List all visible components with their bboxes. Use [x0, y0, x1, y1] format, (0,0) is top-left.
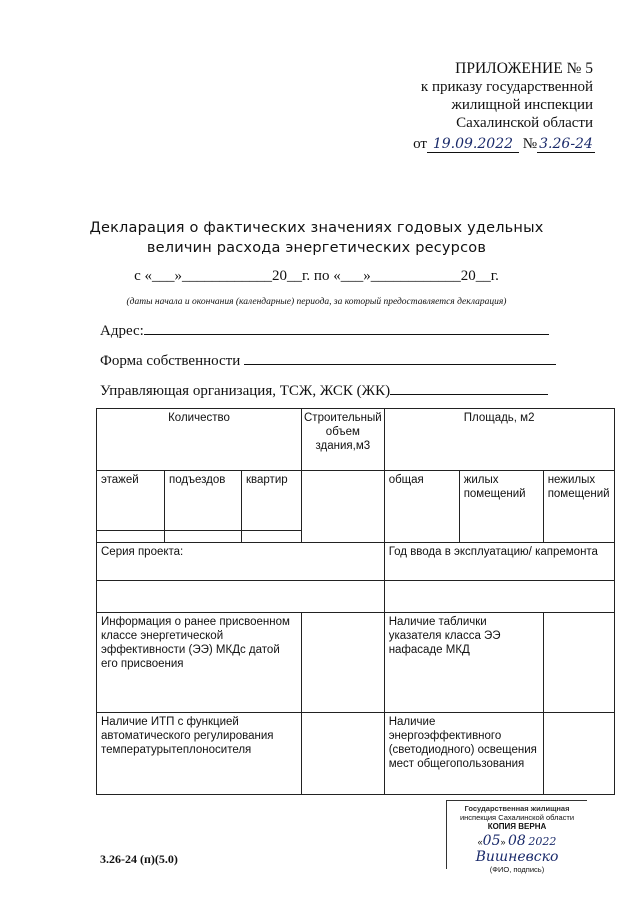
date-prefix: от: [413, 136, 427, 152]
stamp-caption: (ФИО, подпись): [489, 865, 545, 874]
appendix-line-4: Сахалинской области: [456, 115, 593, 131]
management-field: [100, 382, 548, 400]
stamp-date: «05» 08 2022: [477, 833, 557, 849]
lighting-label: Наличие энергоэффективного (светодиодного) освещения мест общегопользования: [384, 713, 543, 795]
declaration-title-line-1: Декларация о фактических значениях годовых удельных: [89, 220, 544, 236]
stamp-line-2: инспекция Сахалинской области: [459, 813, 575, 822]
appendix-line-3: жилищной инспекции: [451, 97, 593, 113]
stamp-line-3: КОПИЯ ВЕРНА: [487, 822, 547, 831]
appendix-title: ПРИЛОЖЕНИЕ № 5: [455, 60, 593, 77]
itp-value-cell: [302, 713, 385, 795]
form-code: 3.26-24 (п)(5.0): [100, 852, 178, 866]
volume-header: Строительный объем здания,м3: [302, 409, 385, 471]
order-number-handwritten: 3.26-24: [537, 136, 595, 153]
ee-plate-label: Наличие таблички указателя класса ЭЭ нафасаде МКД: [384, 613, 543, 713]
ownership-field: [100, 352, 556, 370]
entrances-header: подъездов: [165, 471, 242, 531]
area-header: Площадь, м2: [384, 409, 614, 471]
stamp-date-month: 08: [508, 833, 526, 849]
volume-value-cell: [302, 471, 385, 543]
commission-year-value-cell: [384, 581, 614, 613]
floors-value-cell: [97, 531, 165, 543]
certified-copy-stamp: [446, 800, 587, 874]
declaration-title-line-2: величин расхода энергетических ресурсов: [146, 240, 487, 256]
order-date-line: [413, 136, 595, 153]
order-date-handwritten: 19.09.2022: [427, 136, 519, 153]
period-note: (даты начала и окончания (календарные) периода, за который предоставляется декларация): [126, 297, 507, 307]
ee-plate-value-cell: [543, 613, 614, 713]
floors-header: этажей: [97, 471, 165, 531]
address-label: Адрес:: [100, 323, 144, 339]
itp-label: Наличие ИТП с функцией автоматического регулирования температурытеплоносителя: [97, 713, 302, 795]
commission-year-label: Год ввода в эксплуатацию/ капремонта: [384, 543, 614, 581]
management-label: Управляющая организация, ТСЖ, ЖСК (ЖК): [100, 383, 391, 399]
series-label: Серия проекта:: [97, 543, 385, 581]
ee-info-label: Информация о ранее присвоенном классе энергетической эффективности (ЭЭ) МКДс датой его присвоения: [97, 613, 302, 713]
appendix-line-2: к приказу государственной: [420, 79, 593, 95]
declaration-title: [0, 218, 633, 258]
ee-info-value-cell: [302, 613, 385, 713]
building-data-table: [96, 408, 615, 795]
stamp-date-year: 2022: [528, 835, 557, 848]
ownership-label: Форма собственности: [100, 353, 241, 369]
nonresidential-area-header: нежилых помещений: [543, 471, 614, 543]
apartments-header: квартир: [242, 471, 302, 531]
stamp-date-day: 05: [482, 833, 501, 849]
total-area-header: общая: [384, 471, 459, 543]
address-line: [144, 322, 549, 335]
series-value-cell: [97, 581, 385, 613]
appendix-header: [421, 60, 593, 132]
number-prefix: №: [522, 136, 537, 152]
lighting-value-cell: [543, 713, 614, 795]
residential-area-header: жилых помещений: [459, 471, 543, 543]
period-line: с «___»____________20__г. по «___»____________20__г.: [134, 268, 499, 284]
ownership-line: [244, 352, 556, 365]
stamp-line-1: Государственная жилищная: [464, 804, 570, 813]
address-field: [100, 322, 549, 340]
quantity-header: Количество: [97, 409, 302, 471]
entrances-value-cell: [165, 531, 242, 543]
management-line: [390, 382, 548, 395]
stamp-signature: Вишневско: [475, 849, 559, 865]
apartments-value-cell: [242, 531, 302, 543]
